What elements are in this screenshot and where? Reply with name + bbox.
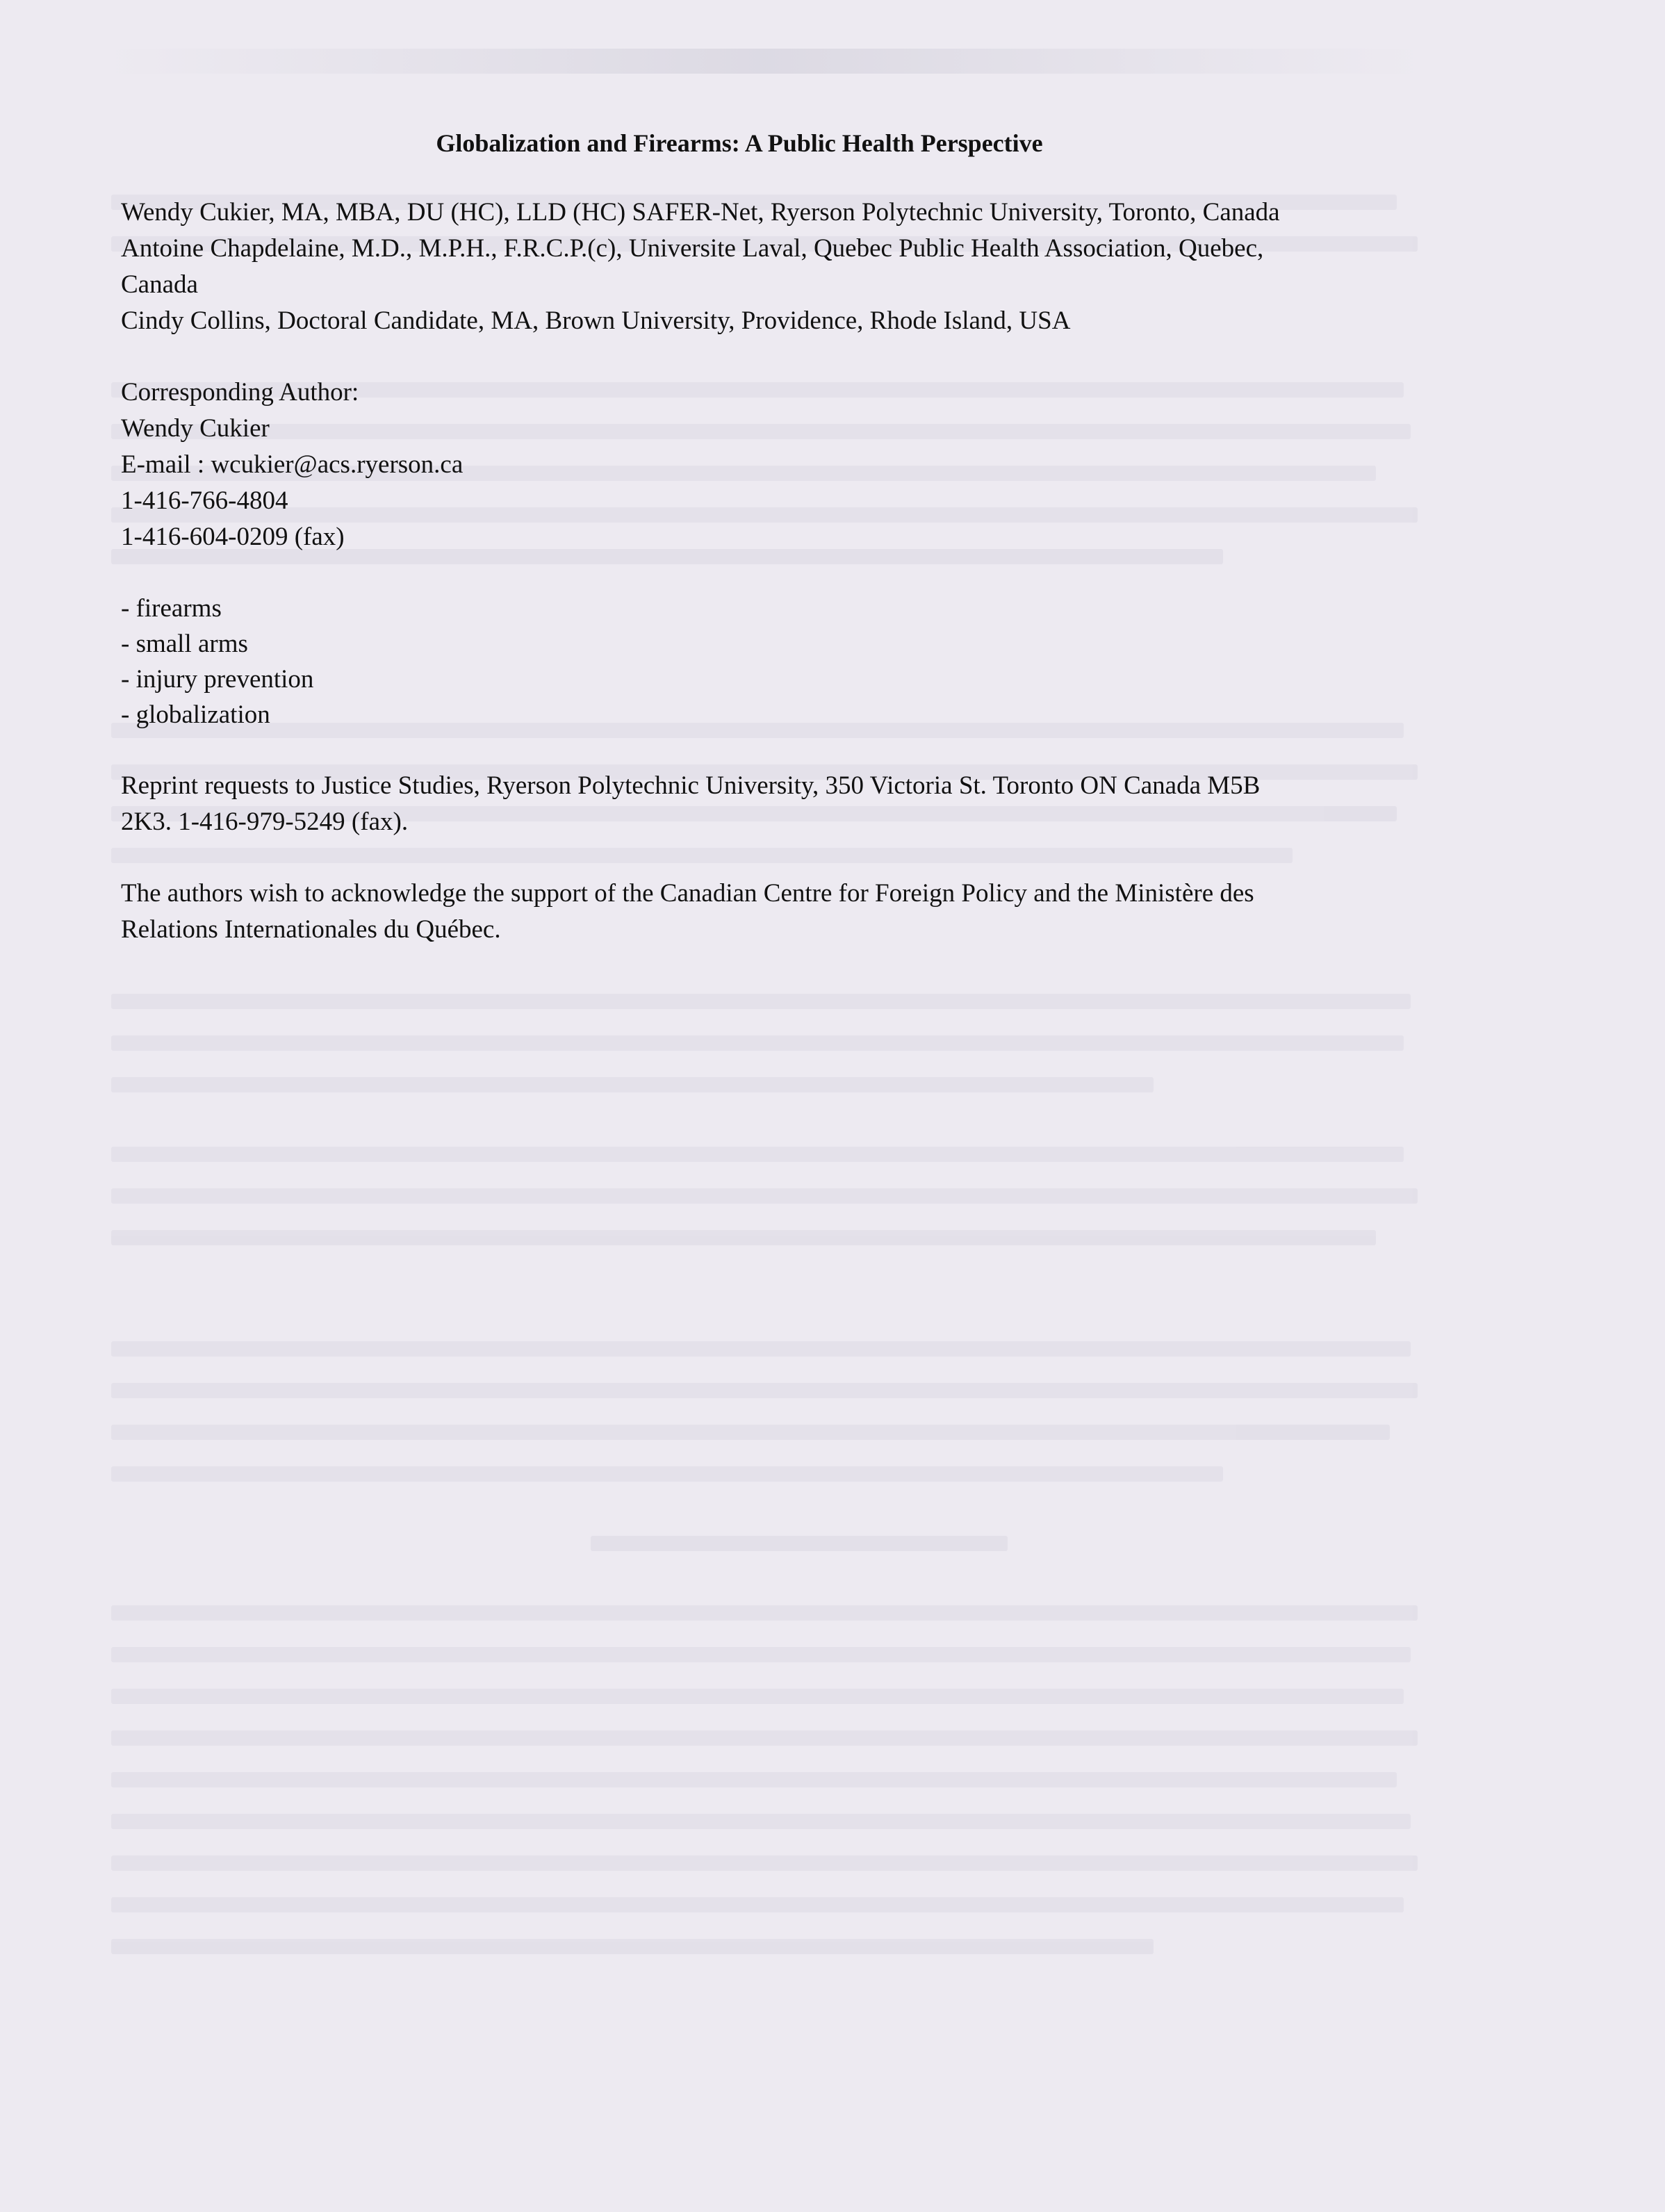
corresponding-heading: Corresponding Author: [121, 378, 359, 407]
corresponding-email: E-mail : wcukier@acs.ryerson.ca [121, 450, 464, 479]
show-through-line [111, 1605, 1418, 1621]
corresponding-phone: 1-416-766-4804 [121, 486, 288, 515]
paper-title: Globalization and Firearms: A Public Health Perspective [436, 129, 1043, 157]
show-through-line [111, 1147, 1404, 1162]
show-through-line [591, 1536, 1008, 1551]
author-line: Antoine Chapdelaine, M.D., M.P.H., F.R.C.P.(c), Universite Laval, Quebec Public Health Association, Quebec, [121, 234, 1264, 263]
title-page-content [121, 125, 1476, 983]
author-line: Canada [121, 270, 198, 299]
show-through-line [111, 1814, 1411, 1829]
acknowledgement-line: The authors wish to acknowledge the support of the Canadian Centre for Foreign Policy and the Ministère des [121, 879, 1254, 908]
author-list [121, 195, 1476, 339]
show-through-line [111, 1897, 1404, 1912]
show-through-line [111, 1730, 1418, 1746]
show-through-line [111, 1689, 1404, 1704]
keyword-item: - firearms [121, 594, 222, 623]
keyword-item: - injury prevention [121, 665, 314, 694]
corresponding-name: Wendy Cukier [121, 414, 270, 443]
show-through-line [111, 1383, 1418, 1398]
corresponding-author-block [121, 375, 1476, 555]
author-line: Cindy Collins, Doctoral Candidate, MA, Brown University, Providence, Rhode Island, USA [121, 306, 1071, 335]
reprint-line: 2K3. 1-416-979-5249 (fax). [121, 808, 409, 836]
keyword-item: - small arms [121, 630, 248, 658]
show-through-line [111, 994, 1411, 1009]
show-through-line [111, 1425, 1390, 1440]
show-through-line [111, 1647, 1411, 1662]
show-through-line [111, 1035, 1404, 1051]
reprint-requests [121, 768, 1476, 840]
acknowledgement [121, 876, 1476, 948]
author-line: Wendy Cukier, MA, MBA, DU (HC), LLD (HC) SAFER-Net, Ryerson Polytechnic University, Toronto, Canada [121, 198, 1280, 227]
corresponding-fax: 1-416-604-0209 (fax) [121, 523, 345, 551]
show-through-line [111, 1772, 1397, 1787]
show-through-line [111, 1466, 1223, 1482]
show-through-heading [104, 49, 1425, 74]
show-through-line [111, 1188, 1418, 1204]
show-through-line [111, 1939, 1154, 1954]
keyword-list [121, 591, 1476, 732]
show-through-line [111, 1230, 1376, 1245]
show-through-line [111, 1341, 1411, 1357]
show-through-line [111, 1855, 1418, 1871]
show-through-line [111, 1077, 1154, 1092]
acknowledgement-line: Relations Internationales du Québec. [121, 915, 501, 944]
keyword-item: - globalization [121, 701, 270, 729]
reprint-line: Reprint requests to Justice Studies, Ryerson Polytechnic University, 350 Victoria St. Toronto ON Canada M5B [121, 771, 1261, 800]
